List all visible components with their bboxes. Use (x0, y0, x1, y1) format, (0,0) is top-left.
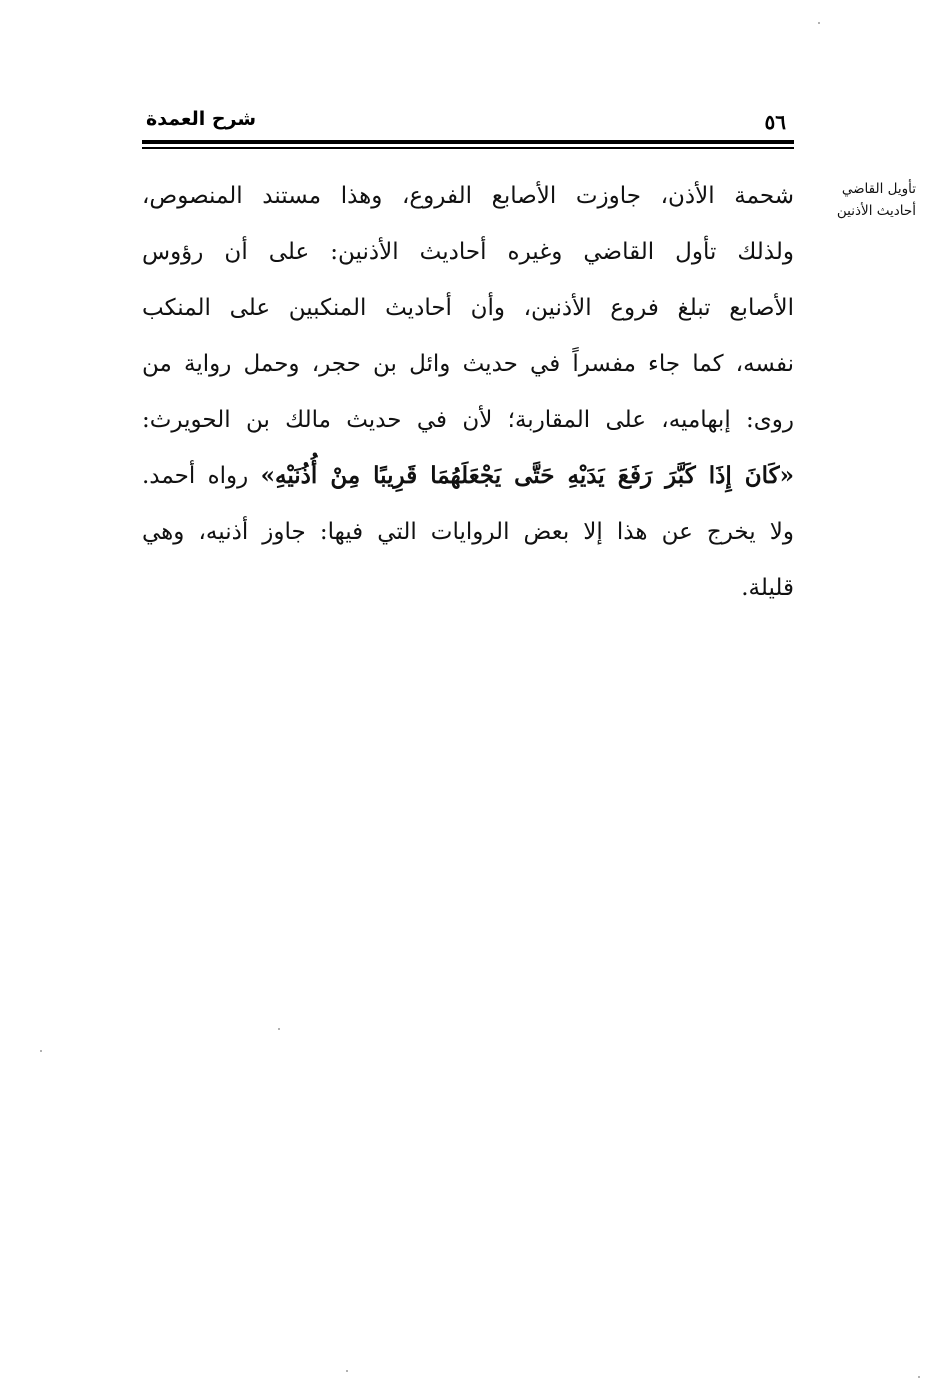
text-line: روى: إبهاميه، على المقاربة؛ لأن في حديث مالك بن الحويرث: (142, 407, 794, 433)
text-line: قليلة. (741, 575, 794, 601)
hadith-attribution: رواه أحمد. (142, 463, 261, 489)
scan-speck (818, 22, 820, 24)
margin-note-line-2: أحاديث الأذنين (836, 203, 916, 219)
text-line: الأصابع تبلغ فروع الأذنين، وأن أحاديث المنكبين على المنكب (142, 295, 794, 321)
scan-speck (40, 1050, 42, 1052)
scan-speck (346, 1370, 348, 1372)
hadith-line (142, 452, 794, 508)
text-line: ولا يخرج عن هذا إلا بعض الروايات التي فيها: جاوز أذنيه، وهي (142, 519, 794, 545)
running-header (142, 104, 794, 140)
scan-speck (278, 1028, 280, 1030)
header-rule-thick (142, 140, 794, 144)
book-title: شرح العمدة (146, 108, 257, 130)
hadith-quote: «كَانَ إِذَا كَبَّرَ رَفَعَ يَدَيْهِ حَتَّى يَجْعَلَهُمَا قَرِيبًا مِنْ أُذُنَيْهِ» (260, 462, 794, 489)
text-line: نفسه، كما جاء مفسراً في حديث وائل بن حجر، وحمل رواية من (142, 351, 794, 377)
margin-note-line-1: تأويل القاضي (841, 181, 916, 197)
margin-note (804, 178, 916, 222)
text-line: شحمة الأذن، جاوزت الأصابع الفروع، وهذا مستند المنصوص، (142, 183, 794, 209)
page-number: ٥٦ (764, 110, 786, 134)
header-rule-thin (142, 147, 794, 149)
body-text (142, 172, 794, 620)
scan-speck (918, 1376, 920, 1378)
text-line: ولذلك تأول القاضي وغيره أحاديث الأذنين: على أن رؤوس (142, 239, 794, 265)
